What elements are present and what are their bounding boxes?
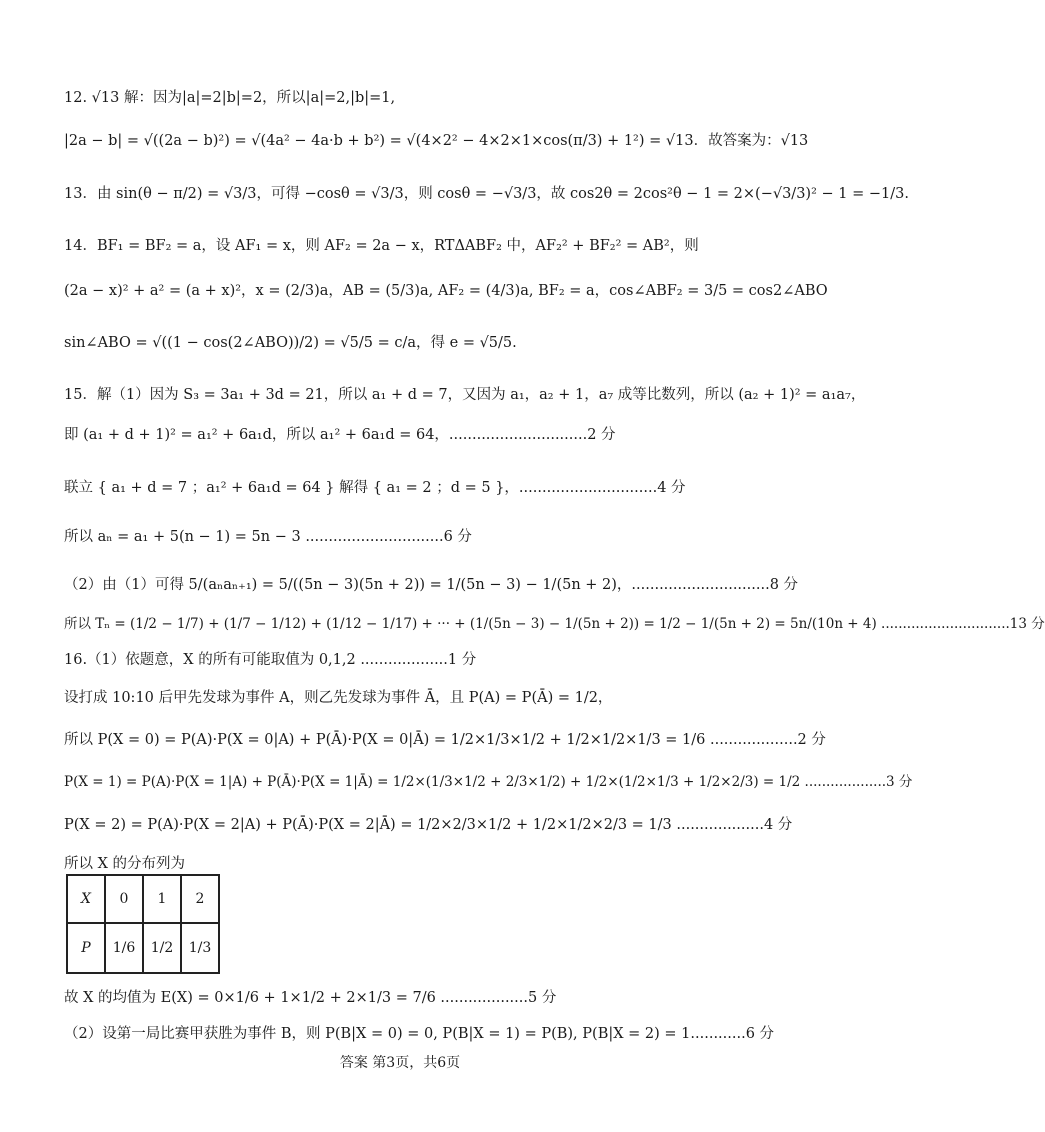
prob-cell-1: 1/2	[143, 923, 181, 973]
answer-line-q15-line4: 所以 aₙ = a₁ + 5(n − 1) = 5n − 3 ..............................6 分	[64, 529, 472, 545]
distribution-intro: 所以 X 的分布列为	[64, 856, 186, 872]
distribution-prob-row	[67, 923, 219, 973]
answer-line-q16-line3: 所以 P(X = 0) = P(A)·P(X = 0|A) + P(Ā)·P(X = 0|Ā) = 1/2×1/3×1/2 + 1/2×1/2×1/3 = 1/6 ...................2 分	[64, 732, 826, 748]
distribution-table	[66, 874, 220, 974]
answer-line-q12-line1: 12. √13 解：因为|a|=2|b|=2，所以|a|=2,|b|=1,	[64, 90, 396, 106]
answer-line-q16-line5: P(X = 2) = P(A)·P(X = 2|A) + P(Ā)·P(X = 2|Ā) = 1/2×2/3×1/2 + 1/2×1/2×2/3 = 1/3 ...................4 分	[64, 817, 793, 833]
answer-line-q15-line2: 即 (a₁ + d + 1)² = a₁² + 6a₁d，所以 a₁² + 6a₁d = 64，..............................2 分	[64, 427, 616, 443]
answer-line-q15-line6: 所以 Tₙ = (1/2 − 1/7) + (1/7 − 1/12) + (1/12 − 1/17) + ··· + (1/(5n − 3) − 1/(5n + 2)) = 1/2 − 1/(5n + 2) = 5n/(10n + 4) ..............................13 分	[64, 616, 1045, 632]
answer-line-q14-line2: (2a − x)² + a² = (a + x)²，x = (2/3)a，AB = (5/3)a, AF₂ = (4/3)a, BF₂ = a，cos∠ABF₂ = 3/5 = cos2∠ABO	[64, 283, 828, 299]
header-cell-1: 1	[143, 875, 181, 923]
answer-line-q15-line5: （2）由（1）可得 5/(aₙaₙ₊₁) = 5/((5n − 3)(5n + 2)) = 1/(5n − 3) − 1/(5n + 2)，..............................8 分	[64, 577, 799, 593]
answer-line-q16-line2: 设打成 10:10 后甲先发球为事件 A，则乙先发球为事件 Ā，且 P(A) = P(Ā) = 1/2，	[64, 690, 613, 706]
header-cell-0: 0	[105, 875, 143, 923]
distribution-header-row	[67, 875, 219, 923]
header-cell-x: X	[67, 875, 105, 923]
answer-line-q13: 13．由 sin(θ − π/2) = √3/3，可得 −cosθ = √3/3，则 cosθ = −√3/3，故 cos2θ = 2cos²θ − 1 = 2×(−√3/3)² − 1 = −1/3.	[64, 186, 909, 202]
prob-cell-0: 1/6	[105, 923, 143, 973]
answer-line-q12-line2: |2a − b| = √((2a − b)²) = √(4a² − 4a·b + b²) = √(4×2² − 4×2×1×cos(π/3) + 1²) = √13．故答案为：√13	[64, 133, 809, 149]
answer-line-q16-line4: P(X = 1) = P(A)·P(X = 1|A) + P(Ā)·P(X = 1|Ā) = 1/2×(1/3×1/2 + 2/3×1/2) + 1/2×(1/2×1/3 + 1/2×2/3) = 1/2 ...................3 分	[64, 774, 913, 790]
prob-cell-2: 1/3	[181, 923, 219, 973]
answer-line-q14-line3: sin∠ABO = √((1 − cos(2∠ABO))/2) = √5/5 = c/a，得 e = √5/5.	[64, 335, 517, 351]
answer-line-q16-line7: （2）设第一局比赛甲获胜为事件 B，则 P(B|X = 0) = 0, P(B|X = 1) = P(B), P(B|X = 2) = 1............6 分	[64, 1026, 775, 1042]
answer-line-q16-line1: 16.（1）依题意，X 的所有可能取值为 0,1,2 ...................1 分	[64, 652, 477, 668]
page-footer: 答案 第3页，共6页	[339, 1055, 461, 1071]
answer-line-q16-line6: 故 X 的均值为 E(X) = 0×1/6 + 1×1/2 + 2×1/3 = 7/6 ...................5 分	[64, 990, 557, 1006]
answer-line-q14-line1: 14．BF₁ = BF₂ = a，设 AF₁ = x，则 AF₂ = 2a − x，RTΔABF₂ 中，AF₂² + BF₂² = AB²，则	[64, 238, 699, 254]
answer-line-q15-line1: 15．解（1）因为 S₃ = 3a₁ + 3d = 21，所以 a₁ + d = 7，又因为 a₁，a₂ + 1，a₇ 成等比数列，所以 (a₂ + 1)² = a₁a₇，	[64, 387, 866, 403]
prob-cell-label: P	[67, 923, 105, 973]
answer-line-q15-line3: 联立 { a₁ + d = 7 ；a₁² + 6a₁d = 64 } 解得 { a₁ = 2 ；d = 5 }，..............................4 分	[64, 480, 686, 496]
header-cell-2: 2	[181, 875, 219, 923]
